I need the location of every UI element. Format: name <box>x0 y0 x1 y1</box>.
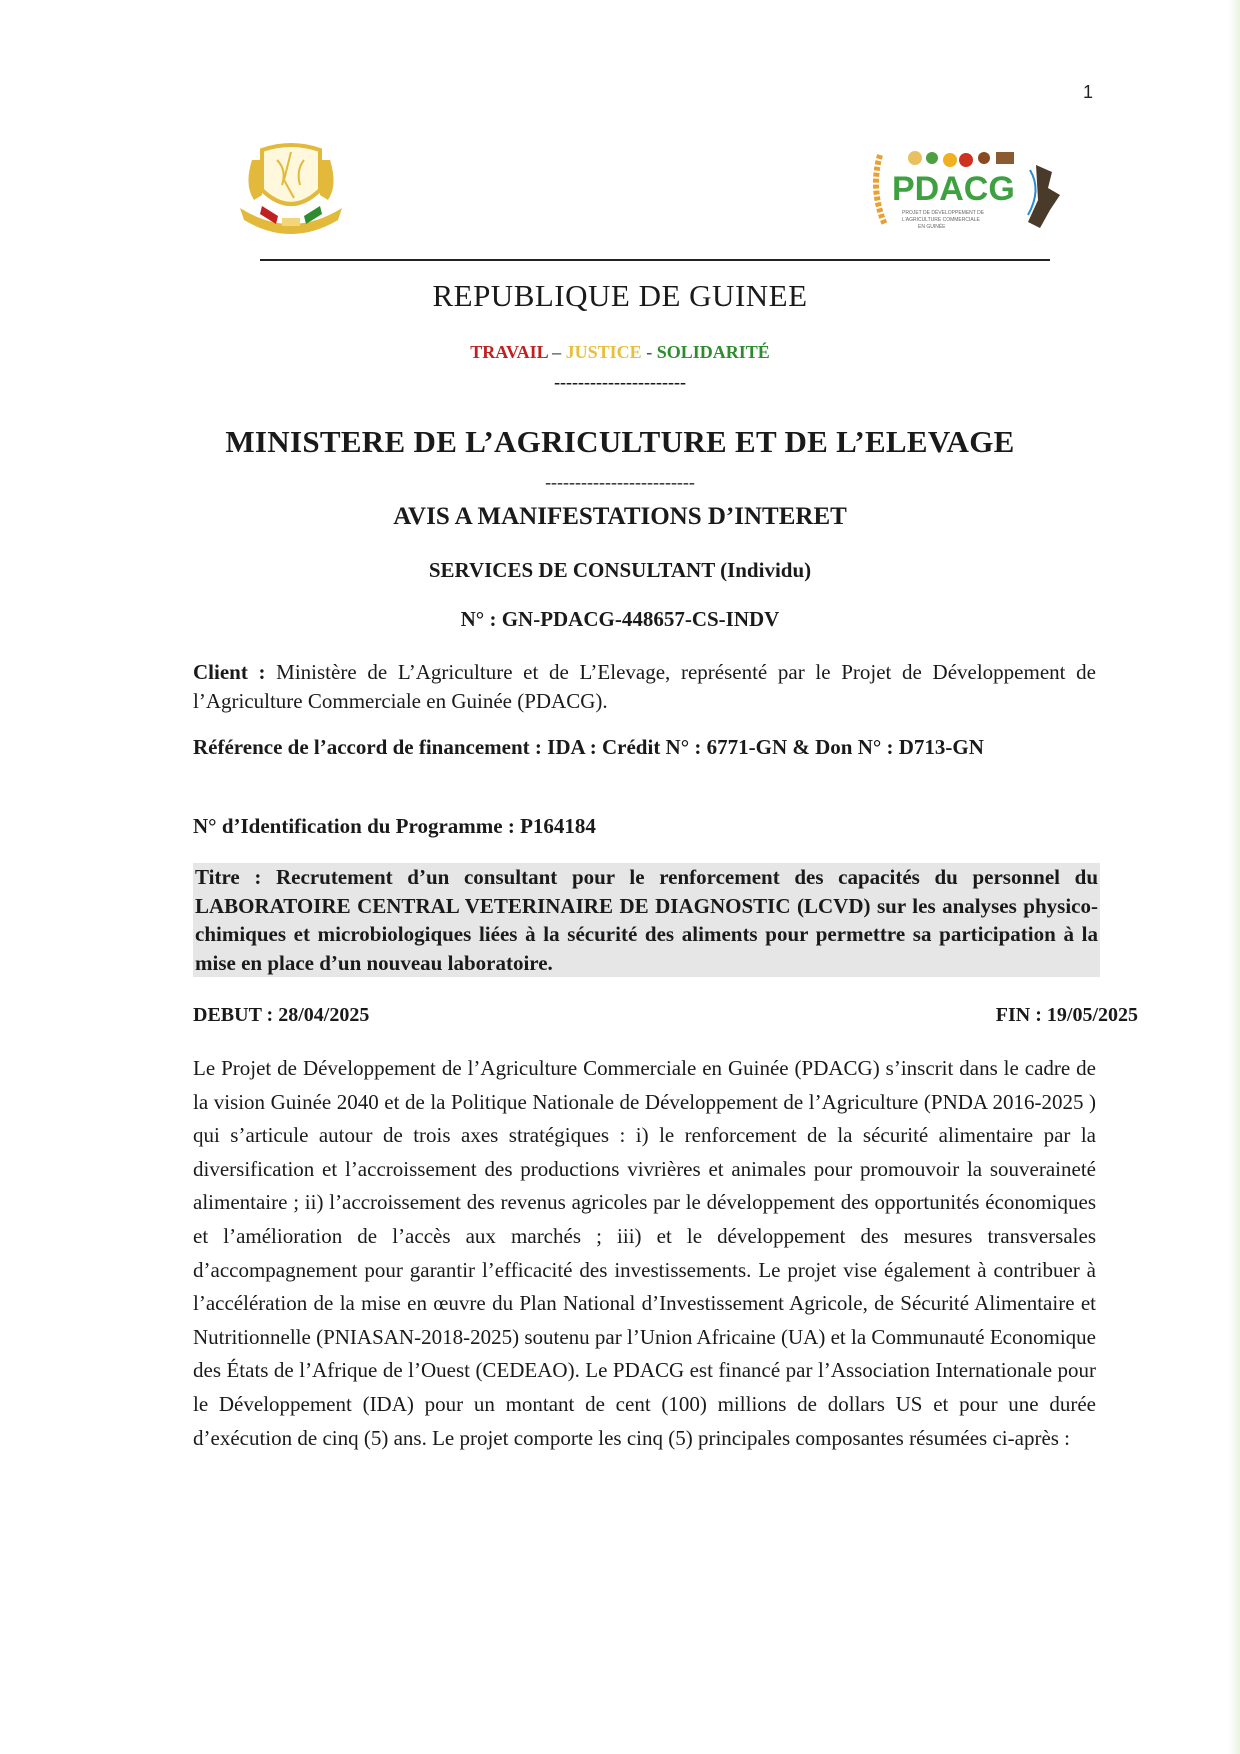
page-number: 1 <box>1083 82 1094 102</box>
svg-text:PROJET DE DÉVELOPPEMENT DE: PROJET DE DÉVELOPPEMENT DE <box>902 210 985 216</box>
services-subtitle: SERVICES DE CONSULTANT (Individu) <box>428 558 812 582</box>
programme-id: N° d’Identification du Programme : P164184 <box>193 814 596 838</box>
national-motto <box>0 342 1240 363</box>
pdacg-logo-text: PDACG <box>892 170 1015 208</box>
guinea-coat-of-arms-logo <box>232 140 350 240</box>
pdacg-logo <box>860 140 1070 240</box>
client-paragraph <box>193 658 1096 716</box>
assignment-title: Titre : Recrutement d’un consultant pour le renforcement des capacités du personnel du LABORATOIRE CENTRAL VETERINAIRE DE DIAGNOSTIC (LCVD) sur les analyses physico-chimiques et microbiologiques liées à la sécurité des aliments pour permettre sa participation à la mise en place d’un nouveau laboratoire. <box>193 863 1100 977</box>
divider: ---------------------- <box>554 372 686 392</box>
body-paragraph: Le Projet de Développement de l’Agriculture Commerciale en Guinée (PDACG) s’inscrit dans le cadre de la vision Guinée 2040 et de la Politique Nationale de Développement de l’Agriculture (PNDA 2016-2025 ) qui s’articule autour de trois axes stratégiques : i) le renforcement de la sécurité alimentaire par la diversification et l’accroissement des productions vivrières et animales pour promouvoir la souveraineté alimentaire ; ii) l’accroissement des revenus agricoles par le développement des opportunités économiques et l’amélioration de l’accès aux marchés ; iii) et le développement des mesures transversales d’accompagnement pour garantir l’efficacité des investissements. Le projet vise également à contribuer à l’accélération de la mise en œuvre du Plan National d’Investissement Agricole, de Sécurité Alimentaire et Nutritionnelle (PNIASAN-2018-2025) soutenu par l’Union Africaine (UA) et la Communauté Economique des États de l’Afrique de l’Ouest (CEDEAO). Le PDACG est financé par l’Association Internationale pour le Développement (IDA) pour un montant de cent (100) millions de dollars US et pour une durée d’exécution de cinq (5) ans. Le projet comporte les cinq (5) principales composantes résumées ci-après : <box>193 1056 1096 1450</box>
header-rule <box>260 259 1050 261</box>
motto-separator: – <box>547 342 566 362</box>
svg-text:L'AGRICULTURE COMMERCIALE: L'AGRICULTURE COMMERCIALE <box>902 217 980 223</box>
motto-justice: JUSTICE <box>565 342 642 362</box>
svg-text:EN GUINÉE: EN GUINÉE <box>918 224 946 230</box>
scan-edge <box>1228 0 1240 1754</box>
republic-heading: REPUBLIQUE DE GUINEE <box>432 278 808 313</box>
notice-title: AVIS A MANIFESTATIONS D’INTERET <box>393 503 847 530</box>
motto-separator: - <box>641 342 657 362</box>
reference-number: N° : GN-PDACG-448657-CS-INDV <box>460 607 780 631</box>
divider: ------------------------- <box>545 472 695 492</box>
ministry-heading: MINISTERE DE L’AGRICULTURE ET DE L’ELEVAGE <box>225 424 1015 459</box>
motto-solidarite: SOLIDARITÉ <box>656 342 770 362</box>
start-date: DEBUT : 28/04/2025 <box>193 1004 370 1026</box>
motto-travail: TRAVAIL <box>470 342 548 362</box>
client-label: Client : <box>193 660 266 684</box>
end-date: FIN : 19/05/2025 <box>995 1004 1138 1026</box>
dates-row <box>193 1004 1138 1027</box>
financing-reference: Référence de l’accord de financement : IDA : Crédit N° : 6771-GN & Don N° : D713-GN <box>193 735 984 759</box>
client-value: Ministère de L’Agriculture et de L’Elevage, représenté par le Projet de Développement de l’Agriculture Commerciale en Guinée (PDACG). <box>193 660 1096 713</box>
